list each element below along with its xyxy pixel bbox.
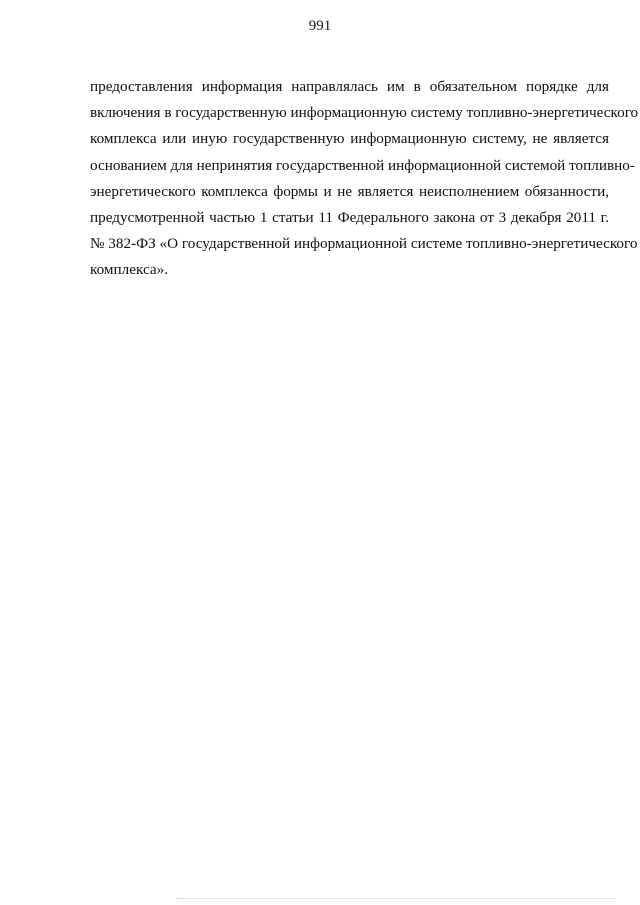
text-line: № 382-ФЗ «О государственной информационной системе топливно-энергетического bbox=[90, 235, 638, 253]
scan-edge-line bbox=[176, 898, 616, 899]
text-line: предусмотренной частью 1 статьи 11 Федерального закона от 3 декабря 2011 г. bbox=[90, 208, 609, 226]
text-line: комплекса или иную государственную информационную систему, не является bbox=[90, 130, 609, 148]
text-line: энергетического комплекса формы и не является неисполнением обязанности, bbox=[90, 182, 609, 200]
text-line: предоставления информация направлялась им в обязательном порядке для bbox=[90, 78, 609, 95]
text-line: комплекса». bbox=[90, 261, 169, 279]
page-number: 991 bbox=[308, 18, 332, 34]
text-line: включения в государственную информационную систему топливно-энергетического bbox=[90, 104, 639, 122]
text-line: основанием для непринятия государственной информационной системой топливно- bbox=[90, 156, 635, 174]
document-body bbox=[90, 74, 639, 284]
